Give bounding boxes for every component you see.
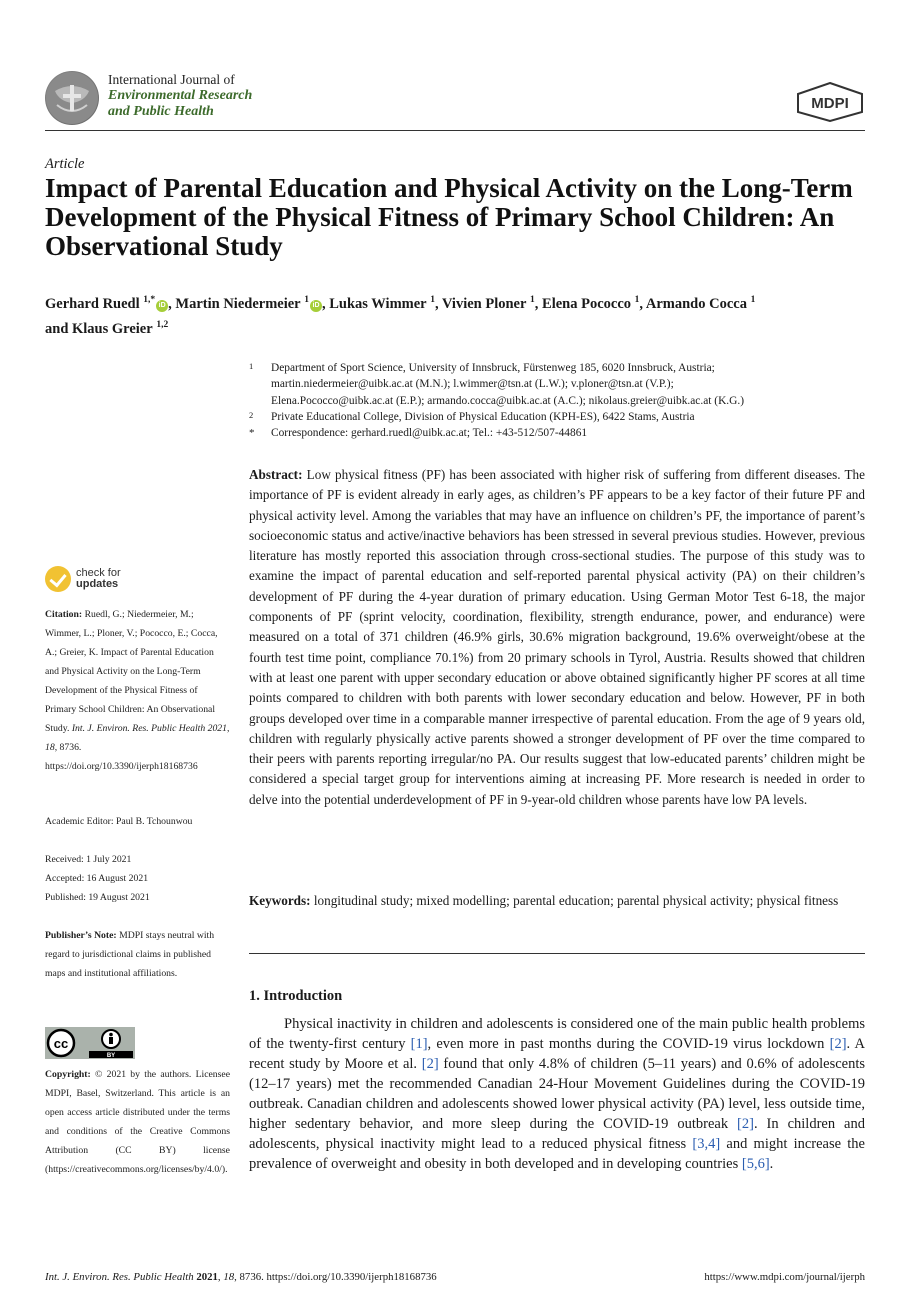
abstract-text: Low physical fitness (PF) has been associated with higher risk of suffering from different diseases. The importance of PF is evident already in early ages, as children’s PF appears to be a key factor of their future PF and physical activity level. Among the variables that may have an influence on children’s PF, the importance of parent’s socioeconomic status and active/inactive behaviors has been stressed in several previous studies. However, previous literature has mostly reported this association through cross-sectional studies. The purpose of this study was to examine the impact of parental education and self-reported parental physical activity (PA) on their children’s development of PF during the 4-year duration of primary education. Using German Motor Test 6-18, the major components of PF (sprint velocity, coordination, flexibility, strength endurance, power, and endurance) were measured on a total of 371 children (46.9% girls, 30.6% migration background, 19.6% overweight/obese at the fourth test time point, compliance 70.1%) from 20 primary schools in Tyrol, Austria. Results showed that children with at least one parent with upper secondary education or above obtained significantly higher PF scores at all time points compared to children with both parents with lower secondary education and below. However, PF in both groups developed over time in a comparable manner irrespective of parental education. From the age of 9 years old, children with regularly physically active parents showed a stronger development of PF over the time compared to their peers with parents reporting irregular/no PA. Our results suggest that low-educated parents’ children might be considered a special target group for interventions aiming at increasing PF. More research is needed in order to delve into the potential underdevelopment of PF in 9-year-old children whose parents have low PA levels. (249, 467, 866, 807)
citation-label: Citation: (45, 609, 83, 620)
author-affiliation-marker: 1 (750, 295, 756, 305)
text-run: . (769, 1156, 774, 1172)
received-date: Received: 1 July 2021 (45, 854, 132, 865)
journal-name-line3: and Public Health (108, 104, 214, 119)
footer-journal: Int. J. Environ. Res. Public Health (45, 1271, 194, 1283)
footer-year: 2021 (196, 1271, 218, 1283)
header-rule (45, 130, 865, 131)
affiliation-marker: * (249, 427, 255, 440)
citation-link[interactable]: [2] (829, 1036, 847, 1052)
copyright-label: Copyright: (45, 1069, 91, 1080)
publisher-note (45, 926, 230, 983)
affiliation-item (249, 425, 865, 441)
affiliation-line: Department of Sport Science, University of Innsbruck, Fürstenweg 185, 6020 Innsbruck, Austria; (271, 362, 715, 374)
text-run: Physical inactivity in children and adolescents is considered one of the main public health problems of the twenty-first century (249, 1016, 865, 1052)
text-run: and might increase the prevalence of overweight and obesity in both developed and in developing countries (249, 1136, 865, 1172)
author-name: Armando Cocca (645, 295, 747, 312)
affiliation-marker: 1 (249, 361, 254, 371)
citation-journal: Int. J. Environ. Res. Public Health (71, 723, 206, 734)
abstract (249, 465, 865, 810)
citation-link[interactable]: [1] (410, 1036, 428, 1052)
abstract-label: Abstract: (249, 467, 303, 482)
dates-block (45, 850, 230, 907)
affiliation-item (249, 409, 865, 425)
author-affiliation-marker: 1 (430, 295, 435, 305)
citation-block: Citation: Ruedl, G.; Niedermeier, M.; Wimmer, L.; Ploner, V.; Pococco, E.; Cocca, A.; Greier, K. Impact of Parental Education and Physical Activity on the Long-Term Development of the Physical Fitness of Primary School Children: An Observational Study. Int. J. Environ. Res. Public Health 2021, 18, 8736. https://doi.org/10.3390/ijerph18168736 (45, 609, 230, 772)
footer-doi: 8736. https://doi.org/10.3390/ijerph18168736 (239, 1271, 437, 1283)
author-affiliation-marker: 1,2 (156, 319, 169, 330)
check-updates-line1: check for (76, 567, 121, 579)
publisher-note-text: MDPI stays neutral with regard to jurisdictional claims in published maps and institutional affiliations. (45, 930, 215, 979)
keywords-label: Keywords: (249, 893, 311, 908)
affiliation-marker: 2 (249, 409, 254, 420)
author-name: Gerhard Ruedl (45, 295, 140, 312)
affiliations (249, 360, 865, 441)
copyright-text: © 2021 by the authors. Licensee MDPI, Basel, Switzerland. This article is an open access article distributed under the terms and conditions of the Creative Commons Attribution (CC BY) license (https://creativecommons.org/licenses/by/4.0/). (45, 1069, 231, 1175)
text-run: . A recent study by Moore et al. (249, 1036, 866, 1072)
journal-name (108, 72, 252, 120)
accepted-date: Accepted: 16 August 2021 (45, 873, 149, 884)
affiliation-line: Correspondence: gerhard.ruedl@uibk.ac.at; Tel.: +43-512/507-44861 (271, 427, 588, 440)
text-run: . In children and adolescents, physical inactivity might lead to a reduced physical fitness (249, 1116, 865, 1152)
journal-name-line2: Environmental Research (108, 88, 253, 103)
mdpi-logo (796, 82, 864, 122)
text-run: , even more in past months during the COVID-19 virus lockdown (427, 1036, 830, 1052)
author-name: and Klaus Greier (45, 320, 153, 337)
article-title: Impact of Parental Education and Physical Activity on the Long-Term Development of the Physical Fitness of Primary School Children: An Observational Study (45, 173, 853, 261)
citation-article: 8736. (59, 742, 82, 753)
check-updates-line2: updates (76, 578, 119, 590)
article-type: Article (45, 156, 85, 172)
svg-text:cc: cc (53, 1036, 69, 1051)
footer-journal-url[interactable]: https://www.mdpi.com/journal/ijerph (704, 1271, 865, 1283)
orcid-icon[interactable]: iD (156, 300, 168, 312)
footer-citation: Int. J. Environ. Res. Public Health 2021, 18, 8736. https://doi.org/10.3390/ijerph18168736 (45, 1271, 437, 1283)
published-date: Published: 19 August 2021 (45, 892, 150, 903)
academic-editor: Academic Editor: Paul B. Tchounwou (45, 816, 193, 827)
author-name: Vivien Ploner (441, 295, 527, 312)
author-name: Lukas Wimmer (329, 295, 427, 312)
author-affiliation-marker: 1 (530, 295, 535, 305)
author-affiliation-marker: 1,* (143, 295, 156, 305)
check-updates-icon (45, 566, 71, 592)
citation-link[interactable]: [3,4] (692, 1136, 721, 1152)
affiliation-item (249, 360, 865, 409)
journal-logo (45, 71, 99, 125)
author-affiliation-marker: 1 (634, 295, 640, 305)
author-name: Martin Niedermeier (175, 295, 301, 312)
journal-name-line1: International Journal of (108, 72, 235, 87)
author-name: Elena Pococco (542, 295, 632, 312)
publisher-note-label: Publisher’s Note: (45, 930, 117, 941)
mdpi-logo-text: MDPI (811, 95, 849, 112)
text-run: found that only 4.8% of children (5–11 years) and 0.6% of adolescents (12–17 years) met the recommended Canadian 24-Hour Movement Guidelines during the COVID-19 outbreak. Canadian children and adolescents showed lower physical activity (PA) level, less outside time, higher sedentary behavior, and more sleep during the COVID-19 outbreak (249, 1056, 866, 1132)
cc-by-license-icon[interactable] (45, 1027, 135, 1059)
author-list: Gerhard Ruedl $^{1,*}$iD , Martin Niedermeier $^1$iD , Lukas Wimmer $^1$, Vivien Ploner $^1$, Elena Pococco $^1$, Armando Cocca $^1$ and Klaus Greier $^{1,2}$ (45, 295, 756, 337)
citation-link[interactable]: [2] (421, 1056, 439, 1072)
citation-link[interactable]: [2] (737, 1116, 754, 1132)
section-rule (249, 953, 865, 954)
footer-volume: 18 (223, 1271, 235, 1283)
citation-volume: 18 (45, 742, 55, 753)
journal-logo-graphic (45, 71, 99, 125)
check-for-updates-badge[interactable] (45, 566, 121, 592)
citation-doi-link[interactable]: https://doi.org/10.3390/ijerph18168736 (45, 761, 198, 772)
copyright-block (45, 1065, 230, 1179)
cc-by-label: BY (106, 1053, 116, 1059)
keywords (249, 891, 865, 911)
affiliation-line: martin.niedermeier@uibk.ac.at (M.N.); l.wimmer@tsn.at (L.W.); v.ploner@tsn.at (V.P.); (271, 378, 674, 391)
affiliation-line: Elena.Pococco@uibk.ac.at (E.P.); armando.cocca@uibk.ac.at (A.C.); nikolaus.greier@uibk.ac.at (K.G.) (271, 394, 745, 407)
introduction-paragraph (249, 1014, 865, 1174)
orcid-icon[interactable]: iD (310, 300, 322, 312)
citation-year: 2021 (207, 723, 227, 734)
author-affiliation-marker: 1 (304, 295, 309, 305)
affiliation-line: Private Educational College, Division of Physical Education (KPH-ES), 6422 Stams, Austria (271, 410, 695, 423)
citation-link[interactable]: [5,6] (741, 1156, 770, 1172)
keywords-text: longitudinal study; mixed modelling; parental education; parental physical activity; physical fitness (313, 893, 839, 908)
citation-text: Ruedl, G.; Niedermeier, M.; Wimmer, L.; Ploner, V.; Pococco, E.; Cocca, A.; Greier, K. Impact of Parental Education and Physical Activity on the Long-Term Development of the Physical Fitness of Primary School Children: An Observational Study. (45, 609, 218, 734)
introduction-heading: 1. Introduction (249, 988, 343, 1004)
